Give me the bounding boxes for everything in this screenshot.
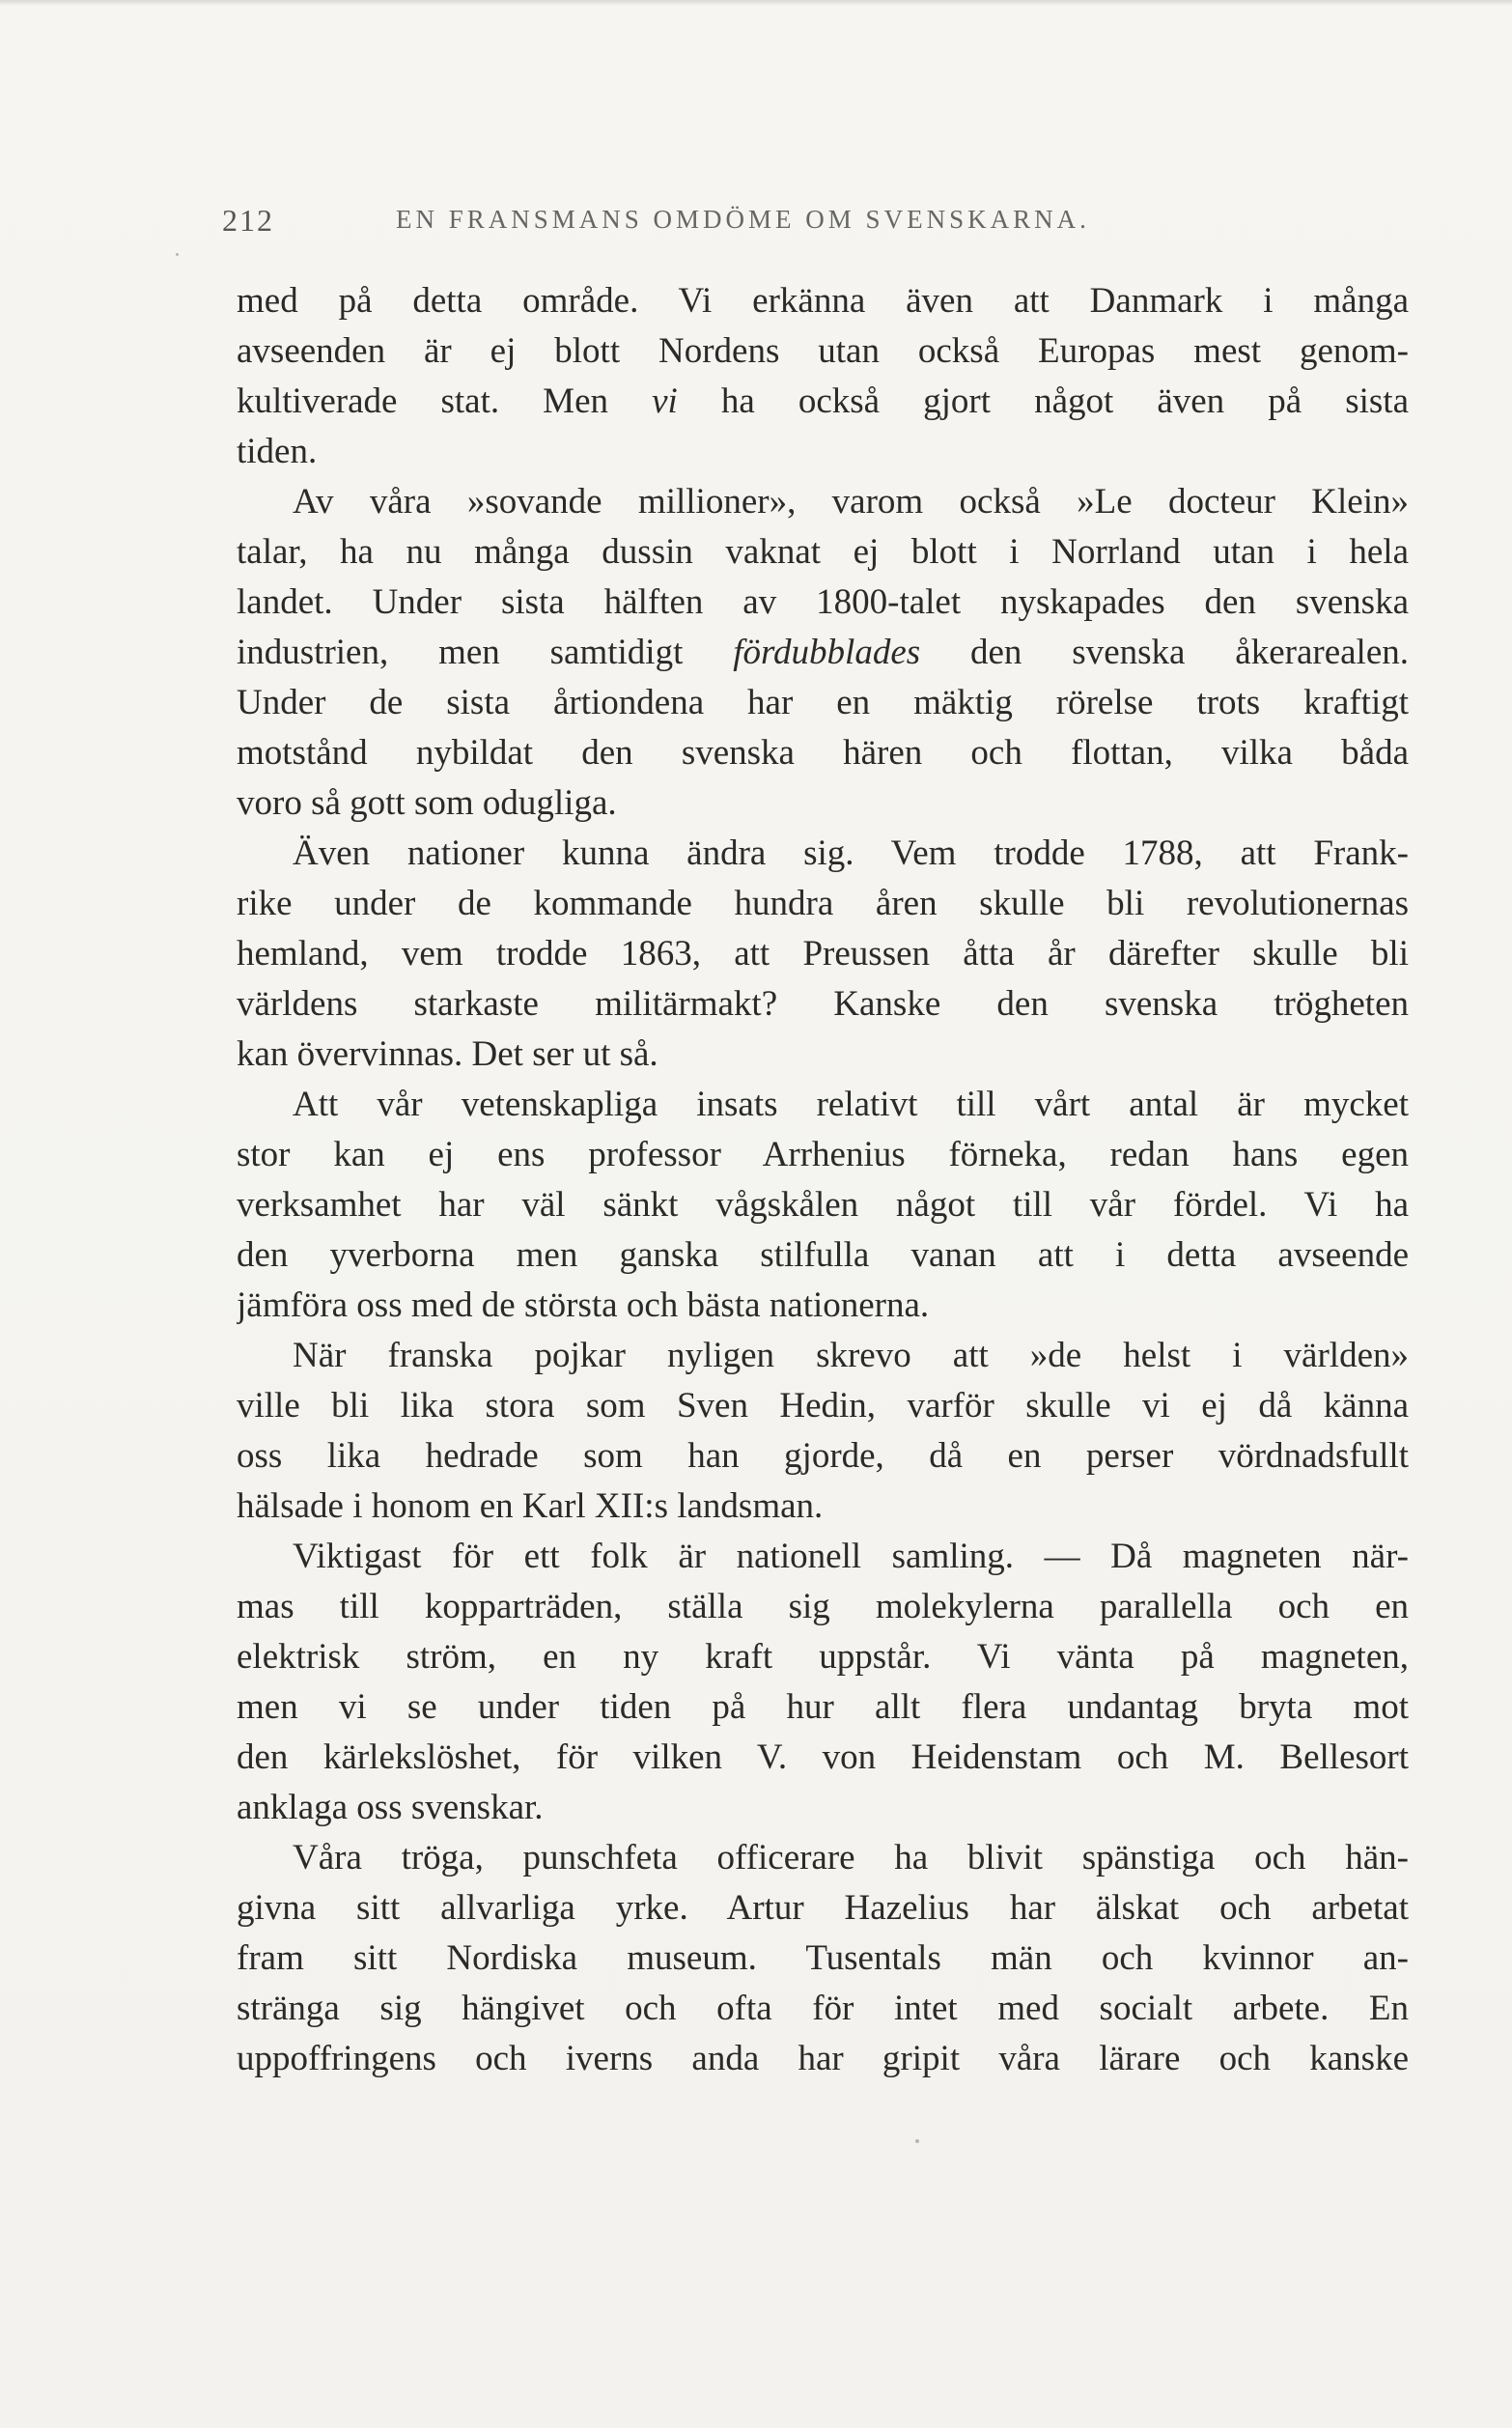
text-segment: den svenska åkerarealen. [920, 633, 1409, 672]
italic-word: vi [652, 381, 678, 421]
text-line: motstånd nybildat den svenska hären och flottan, vilka båda [237, 733, 1409, 773]
text-line: den kärlekslöshet, för vilken V. von Heidenstam och M. Bellesort [237, 1737, 1409, 1777]
text-line: stränga sig hängivet och ofta för intet med socialt arbete. En [237, 1989, 1409, 2028]
text-line: hälsade i honom en Karl XII:s landsman. [237, 1486, 824, 1526]
text-segment: ha också gjort något även på sista [677, 381, 1409, 421]
text-line: hemland, vem trodde 1863, att Preussen åtta år därefter skulle bli [237, 934, 1409, 974]
paragraph-first-line: Även nationer kunna ändra sig. Vem trodde 1788, att Frank- [293, 833, 1409, 873]
text-line: jämföra oss med de största och bästa nationerna. [237, 1285, 930, 1325]
text-line: verksamhet har väl sänkt vågskålen något till vår fördel. Vi ha [237, 1185, 1409, 1225]
text-line [237, 377, 1409, 427]
page-top-edge-shadow [0, 0, 1512, 6]
text-segment: kultiverade stat. Men [237, 381, 653, 421]
running-head [222, 203, 1226, 251]
text-line: voro så gott som odugliga. [237, 783, 617, 823]
text-line: landet. Under sista hälften av 1800-talet nyskapades den svenska [237, 582, 1409, 622]
text-line: kan övervinnas. Det ser ut så. [237, 1034, 658, 1074]
paragraph-first-line: När franska pojkar nyligen skrevo att »de helst i världen» [293, 1336, 1409, 1375]
paragraph-first-line: Av våra »sovande millioner», varom också »Le docteur Klein» [293, 482, 1409, 522]
text-line: ville bli lika stora som Sven Hedin, varför skulle vi ej då känna [237, 1386, 1409, 1426]
paper-speck [176, 253, 179, 256]
text-line: men vi se under tiden på hur allt flera undantag bryta mot [237, 1687, 1409, 1727]
body-text [237, 276, 1409, 2084]
running-title: EN FRANSMANS OMDÖME OM SVENSKARNA. [396, 205, 1090, 234]
text-line: världens starkaste militärmakt? Kanske den svenska trögheten [237, 984, 1409, 1024]
text-line: med på detta område. Vi erkänna även att Danmark i många [237, 281, 1409, 321]
text-line: avseenden är ej blott Nordens utan också Europas mest genom- [237, 331, 1409, 371]
paragraph-first-line: Våra tröga, punschfeta officerare ha blivit spänstiga och hän- [293, 1838, 1409, 1877]
paper-speck [915, 2139, 919, 2143]
text-line [237, 628, 1409, 678]
text-line: elektrisk ström, en ny kraft uppstår. Vi vänta på magneten, [237, 1637, 1409, 1677]
text-line: tiden. [237, 432, 318, 471]
text-line: oss lika hedrade som han gjorde, då en perser vördnadsfullt [237, 1436, 1409, 1476]
italic-word: fördubblades [733, 633, 921, 672]
text-segment: industrien, men samtidigt [237, 633, 734, 672]
text-line: talar, ha nu många dussin vaknat ej blott i Norrland utan i hela [237, 532, 1409, 572]
text-line: Under de sista årtiondena har en mäktig rörelse trots kraftigt [237, 683, 1409, 722]
paragraph-first-line: Att vår vetenskapliga insats relativt till vårt antal är mycket [293, 1085, 1409, 1124]
text-line: stor kan ej ens professor Arrhenius förneka, redan hans egen [237, 1135, 1409, 1174]
text-line: fram sitt Nordiska museum. Tusentals män och kvinnor an- [237, 1938, 1409, 1978]
paragraph-first-line: Viktigast för ett folk är nationell samling. — Då magneten när- [293, 1537, 1409, 1576]
text-line: den yverborna men ganska stilfulla vanan att i detta avseende [237, 1235, 1409, 1275]
text-line: anklaga oss svenskar. [237, 1788, 544, 1827]
page-number: 212 [222, 203, 274, 238]
text-line: uppoffringens och iverns anda har gripit våra lärare och kanske [237, 2039, 1409, 2078]
text-line: mas till kopparträden, ställa sig molekylerna parallella och en [237, 1587, 1409, 1626]
text-line: givna sitt allvarliga yrke. Artur Hazelius har älskat och arbetat [237, 1888, 1409, 1928]
text-line: rike under de kommande hundra åren skulle bli revolutionernas [237, 884, 1409, 923]
